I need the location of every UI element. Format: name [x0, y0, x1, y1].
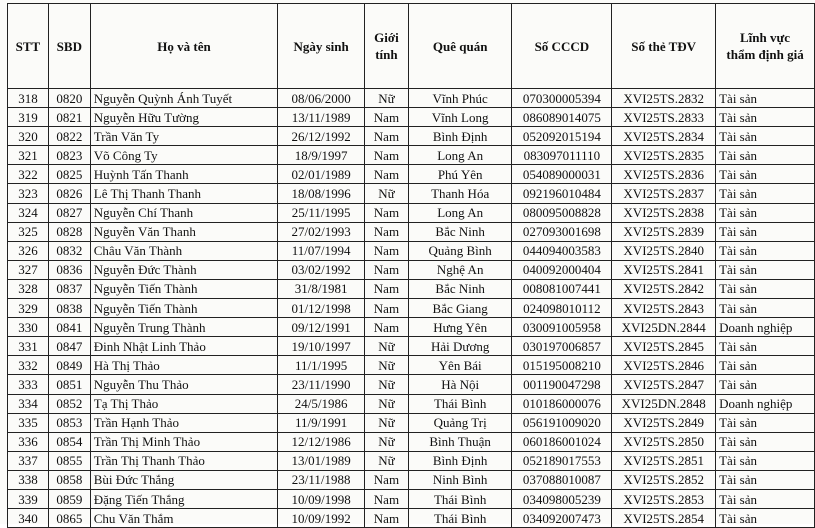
cell-gender: Nữ: [365, 413, 409, 432]
cell-gender: Nam: [365, 203, 409, 222]
cell-hometown: Thái Bình: [408, 509, 512, 528]
cell-stt: 338: [8, 470, 49, 489]
cell-dob: 23/11/1990: [278, 375, 365, 394]
cell-field: Tài sản: [716, 337, 815, 356]
cell-name: Trần Hạnh Thảo: [90, 413, 277, 432]
cell-card: XVI25TS.2839: [612, 222, 716, 241]
cell-hometown: Phú Yên: [408, 165, 512, 184]
cell-dob: 27/02/1993: [278, 222, 365, 241]
cell-hometown: Bình Định: [408, 451, 512, 470]
cell-sbd: 0827: [48, 203, 90, 222]
cell-field: Tài sản: [716, 127, 815, 146]
cell-field: Tài sản: [716, 146, 815, 165]
cell-dob: 24/5/1986: [278, 394, 365, 413]
cell-cccd: 001190047298: [512, 375, 612, 394]
table-row: [8, 146, 815, 165]
cell-field: Tài sản: [716, 299, 815, 318]
cell-field: Tài sản: [716, 432, 815, 451]
cell-sbd: 0859: [48, 489, 90, 508]
cell-stt: 318: [8, 89, 49, 108]
table-row: [8, 413, 815, 432]
header-gender: [365, 4, 409, 89]
cell-stt: 331: [8, 337, 49, 356]
cell-dob: 11/1/1995: [278, 356, 365, 375]
cell-hometown: Quảng Trị: [408, 413, 512, 432]
table-row: [8, 241, 815, 260]
cell-hometown: Hải Dương: [408, 337, 512, 356]
cell-gender: Nữ: [365, 89, 409, 108]
cell-card: XVI25TS.2850: [612, 432, 716, 451]
table-row: [8, 299, 815, 318]
cell-gender: Nam: [365, 241, 409, 260]
cell-field: Tài sản: [716, 509, 815, 528]
cell-field: Tài sản: [716, 165, 815, 184]
cell-stt: 326: [8, 241, 49, 260]
cell-gender: Nam: [365, 509, 409, 528]
cell-sbd: 0822: [48, 127, 90, 146]
cell-stt: 332: [8, 356, 49, 375]
cell-cccd: 054089000031: [512, 165, 612, 184]
cell-hometown: Nghệ An: [408, 260, 512, 279]
cell-hometown: Bắc Ninh: [408, 222, 512, 241]
cell-field: Tài sản: [716, 413, 815, 432]
cell-stt: 320: [8, 127, 49, 146]
cell-stt: 319: [8, 108, 49, 127]
cell-cccd: 056191009020: [512, 413, 612, 432]
cell-stt: 340: [8, 509, 49, 528]
cell-name: Nguyễn Tiến Thành: [90, 279, 277, 298]
header-stt: STT: [8, 4, 49, 89]
cell-sbd: 0832: [48, 241, 90, 260]
cell-cccd: 024098010112: [512, 299, 612, 318]
cell-cccd: 052189017553: [512, 451, 612, 470]
cell-stt: 327: [8, 260, 49, 279]
cell-name: Châu Văn Thành: [90, 241, 277, 260]
cell-sbd: 0838: [48, 299, 90, 318]
table-row: [8, 489, 815, 508]
cell-hometown: Thái Bình: [408, 489, 512, 508]
cell-hometown: Bắc Giang: [408, 299, 512, 318]
cell-name: Trần Thị Thanh Thảo: [90, 451, 277, 470]
cell-dob: 31/8/1981: [278, 279, 365, 298]
cell-dob: 11/9/1991: [278, 413, 365, 432]
cell-card: XVI25TS.2849: [612, 413, 716, 432]
cell-gender: Nam: [365, 279, 409, 298]
cell-sbd: 0858: [48, 470, 90, 489]
cell-card: XVI25TS.2843: [612, 299, 716, 318]
cell-hometown: Quảng Bình: [408, 241, 512, 260]
cell-hometown: Long An: [408, 203, 512, 222]
cell-gender: Nữ: [365, 337, 409, 356]
cell-stt: 325: [8, 222, 49, 241]
cell-stt: 330: [8, 318, 49, 337]
table-row: [8, 279, 815, 298]
cell-card: XVI25TS.2842: [612, 279, 716, 298]
cell-sbd: 0855: [48, 451, 90, 470]
cell-stt: 328: [8, 279, 49, 298]
cell-gender: Nam: [365, 146, 409, 165]
cell-name: Nguyễn Đức Thành: [90, 260, 277, 279]
cell-cccd: 052092015194: [512, 127, 612, 146]
cell-name: Trần Thị Minh Thảo: [90, 432, 277, 451]
cell-cccd: 030091005958: [512, 318, 612, 337]
cell-name: Đặng Tiến Thắng: [90, 489, 277, 508]
cell-name: Đinh Nhật Linh Thảo: [90, 337, 277, 356]
cell-cccd: 070300005394: [512, 89, 612, 108]
cell-hometown: Hà Nội: [408, 375, 512, 394]
cell-name: Hà Thị Thảo: [90, 356, 277, 375]
table-row: [8, 222, 815, 241]
cell-cccd: 044094003583: [512, 241, 612, 260]
cell-name: Chu Văn Thắm: [90, 509, 277, 528]
table-row: [8, 203, 815, 222]
cell-stt: 337: [8, 451, 49, 470]
cell-sbd: 0853: [48, 413, 90, 432]
cell-field: Tài sản: [716, 108, 815, 127]
cell-field: Tài sản: [716, 203, 815, 222]
cell-cccd: 010186000076: [512, 394, 612, 413]
cell-field: Tài sản: [716, 356, 815, 375]
cell-card: XVI25DN.2844: [612, 318, 716, 337]
cell-name: Nguyễn Hữu Tường: [90, 108, 277, 127]
cell-dob: 18/9/1997: [278, 146, 365, 165]
header-field-line1: Lĩnh vực: [740, 30, 791, 45]
cell-hometown: Bình Định: [408, 127, 512, 146]
header-gender-line2: tính: [375, 47, 398, 62]
cell-field: Tài sản: [716, 241, 815, 260]
cell-stt: 335: [8, 413, 49, 432]
cell-hometown: Bình Thuận: [408, 432, 512, 451]
cell-dob: 25/11/1995: [278, 203, 365, 222]
cell-sbd: 0828: [48, 222, 90, 241]
cell-name: Võ Công Ty: [90, 146, 277, 165]
cell-dob: 02/01/1989: [278, 165, 365, 184]
cell-sbd: 0852: [48, 394, 90, 413]
cell-gender: Nam: [365, 489, 409, 508]
cell-sbd: 0825: [48, 165, 90, 184]
table-row: [8, 470, 815, 489]
cell-field: Tài sản: [716, 222, 815, 241]
cell-stt: 324: [8, 203, 49, 222]
cell-stt: 329: [8, 299, 49, 318]
cell-dob: 12/12/1986: [278, 432, 365, 451]
cell-sbd: 0865: [48, 509, 90, 528]
cell-name: Lê Thị Thanh Thanh: [90, 184, 277, 203]
cell-dob: 18/08/1996: [278, 184, 365, 203]
cell-card: XVI25TS.2854: [612, 509, 716, 528]
table-row: [8, 318, 815, 337]
cell-field: Tài sản: [716, 89, 815, 108]
cell-field: Tài sản: [716, 451, 815, 470]
cell-field: Tài sản: [716, 279, 815, 298]
table-row: [8, 375, 815, 394]
cell-card: XVI25TS.2835: [612, 146, 716, 165]
cell-gender: Nữ: [365, 394, 409, 413]
cell-name: Nguyễn Văn Thanh: [90, 222, 277, 241]
cell-cccd: 027093001698: [512, 222, 612, 241]
cell-hometown: Vĩnh Long: [408, 108, 512, 127]
cell-gender: Nam: [365, 299, 409, 318]
cell-sbd: 0841: [48, 318, 90, 337]
cell-dob: 09/12/1991: [278, 318, 365, 337]
cell-sbd: 0826: [48, 184, 90, 203]
cell-sbd: 0836: [48, 260, 90, 279]
cell-gender: Nam: [365, 470, 409, 489]
cell-sbd: 0851: [48, 375, 90, 394]
cell-gender: Nam: [365, 165, 409, 184]
cell-cccd: 037088010087: [512, 470, 612, 489]
cell-card: XVI25TS.2834: [612, 127, 716, 146]
cell-sbd: 0837: [48, 279, 90, 298]
table-row: [8, 165, 815, 184]
header-field: [716, 4, 815, 89]
cell-gender: Nam: [365, 318, 409, 337]
cell-stt: 322: [8, 165, 49, 184]
cell-dob: 23/11/1988: [278, 470, 365, 489]
cell-stt: 333: [8, 375, 49, 394]
cell-hometown: Thanh Hóa: [408, 184, 512, 203]
cell-cccd: 060186001024: [512, 432, 612, 451]
table-row: [8, 356, 815, 375]
cell-name: Nguyễn Chí Thanh: [90, 203, 277, 222]
cell-stt: 321: [8, 146, 49, 165]
table-header-row: [8, 4, 815, 89]
cell-name: Tạ Thị Thảo: [90, 394, 277, 413]
cell-card: XVI25TS.2840: [612, 241, 716, 260]
cell-dob: 03/02/1992: [278, 260, 365, 279]
cell-field: Doanh nghiệp: [716, 318, 815, 337]
cell-name: Trần Văn Ty: [90, 127, 277, 146]
header-cccd: Số CCCD: [512, 4, 612, 89]
cell-dob: 13/11/1989: [278, 108, 365, 127]
cell-dob: 01/12/1998: [278, 299, 365, 318]
cell-field: Doanh nghiệp: [716, 394, 815, 413]
cell-cccd: 034098005239: [512, 489, 612, 508]
cell-gender: Nam: [365, 260, 409, 279]
header-gender-line1: Giới: [374, 30, 399, 45]
table-row: [8, 89, 815, 108]
cell-sbd: 0823: [48, 146, 90, 165]
table-row: [8, 260, 815, 279]
cell-card: XVI25TS.2841: [612, 260, 716, 279]
cell-name: Nguyễn Tiến Thành: [90, 299, 277, 318]
cell-field: Tài sản: [716, 184, 815, 203]
cell-stt: 323: [8, 184, 49, 203]
cell-hometown: Ninh Bình: [408, 470, 512, 489]
cell-cccd: 008081007441: [512, 279, 612, 298]
cell-gender: Nữ: [365, 451, 409, 470]
cell-stt: 334: [8, 394, 49, 413]
cell-gender: Nam: [365, 222, 409, 241]
cell-cccd: 034092007473: [512, 509, 612, 528]
cell-stt: 339: [8, 489, 49, 508]
table-row: [8, 337, 815, 356]
cell-name: Nguyễn Quỳnh Ánh Tuyết: [90, 89, 277, 108]
cell-dob: 08/06/2000: [278, 89, 365, 108]
cell-card: XVI25TS.2832: [612, 89, 716, 108]
cell-card: XVI25TS.2833: [612, 108, 716, 127]
cell-gender: Nữ: [365, 184, 409, 203]
header-card: Số thẻ TĐV: [612, 4, 716, 89]
cell-sbd: 0847: [48, 337, 90, 356]
table-row: [8, 394, 815, 413]
cell-dob: 13/01/1989: [278, 451, 365, 470]
cell-gender: Nam: [365, 127, 409, 146]
candidate-table: [7, 3, 815, 528]
header-sbd: SBD: [48, 4, 90, 89]
cell-dob: 19/10/1997: [278, 337, 365, 356]
cell-field: Tài sản: [716, 260, 815, 279]
cell-cccd: 080095008828: [512, 203, 612, 222]
cell-sbd: 0821: [48, 108, 90, 127]
table-row: [8, 184, 815, 203]
cell-gender: Nữ: [365, 356, 409, 375]
header-hometown: Quê quán: [408, 4, 512, 89]
cell-hometown: Long An: [408, 146, 512, 165]
cell-name: Huỳnh Tấn Thanh: [90, 165, 277, 184]
cell-cccd: 040092000404: [512, 260, 612, 279]
cell-stt: 336: [8, 432, 49, 451]
cell-hometown: Thái Bình: [408, 394, 512, 413]
header-name: Họ và tên: [90, 4, 277, 89]
cell-card: XVI25TS.2837: [612, 184, 716, 203]
cell-sbd: 0854: [48, 432, 90, 451]
cell-card: XVI25TS.2852: [612, 470, 716, 489]
cell-dob: 26/12/1992: [278, 127, 365, 146]
cell-card: XVI25TS.2836: [612, 165, 716, 184]
table-row: [8, 451, 815, 470]
cell-hometown: Vĩnh Phúc: [408, 89, 512, 108]
cell-dob: 10/09/1998: [278, 489, 365, 508]
cell-cccd: 086089014075: [512, 108, 612, 127]
table-row: [8, 127, 815, 146]
cell-field: Tài sản: [716, 470, 815, 489]
header-dob: Ngày sinh: [278, 4, 365, 89]
cell-card: XVI25TS.2853: [612, 489, 716, 508]
cell-card: XVI25TS.2845: [612, 337, 716, 356]
cell-gender: Nữ: [365, 432, 409, 451]
table-row: [8, 108, 815, 127]
cell-card: XVI25TS.2838: [612, 203, 716, 222]
cell-card: XVI25TS.2851: [612, 451, 716, 470]
header-field-line2: thẩm định giá: [726, 47, 804, 62]
cell-name: Nguyễn Thu Thảo: [90, 375, 277, 394]
cell-name: Bùi Đức Thắng: [90, 470, 277, 489]
cell-card: XVI25DN.2848: [612, 394, 716, 413]
cell-hometown: Yên Bái: [408, 356, 512, 375]
cell-cccd: 083097011110: [512, 146, 612, 165]
cell-sbd: 0820: [48, 89, 90, 108]
cell-cccd: 092196010484: [512, 184, 612, 203]
table-row: [8, 509, 815, 528]
cell-dob: 10/09/1992: [278, 509, 365, 528]
table-row: [8, 432, 815, 451]
cell-name: Nguyễn Trung Thành: [90, 318, 277, 337]
cell-hometown: Hưng Yên: [408, 318, 512, 337]
cell-card: XVI25TS.2846: [612, 356, 716, 375]
cell-field: Tài sản: [716, 489, 815, 508]
cell-sbd: 0849: [48, 356, 90, 375]
cell-gender: Nam: [365, 108, 409, 127]
cell-card: XVI25TS.2847: [612, 375, 716, 394]
table-body: [8, 89, 815, 528]
cell-cccd: 030197006857: [512, 337, 612, 356]
cell-dob: 11/07/1994: [278, 241, 365, 260]
cell-field: Tài sản: [716, 375, 815, 394]
cell-hometown: Bắc Ninh: [408, 279, 512, 298]
cell-gender: Nữ: [365, 375, 409, 394]
cell-cccd: 015195008210: [512, 356, 612, 375]
